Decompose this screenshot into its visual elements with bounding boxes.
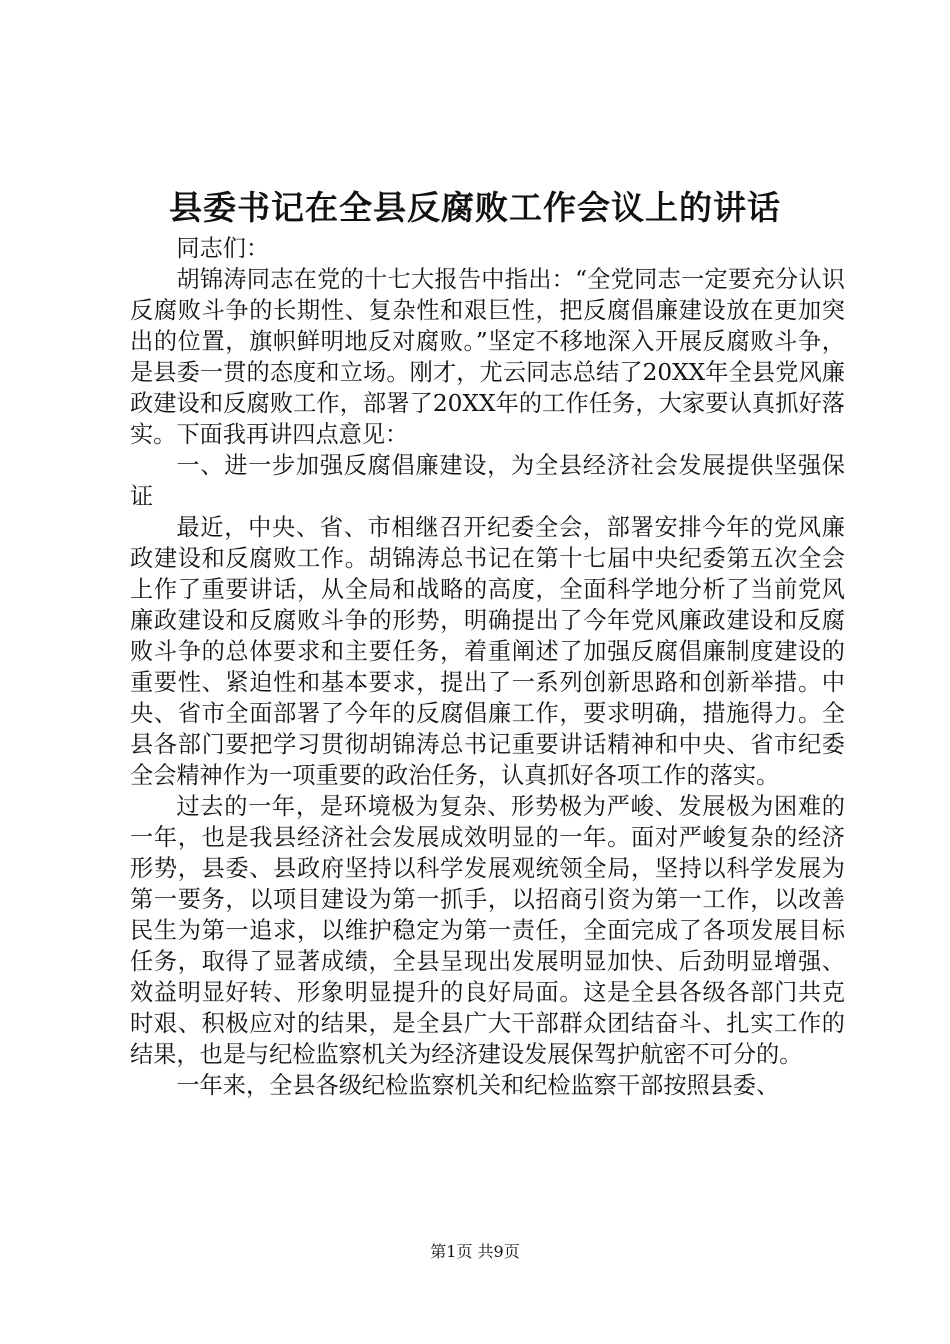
document-title: 县委书记在全县反腐败工作会议上的讲话 bbox=[169, 188, 781, 227]
intro-paragraph: 胡锦涛同志在党的十七大报告中指出：“全党同志一定要充分认识反腐败斗争的长期性、复杂性和艰巨性，把反腐倡廉建设放在更加突出的位置，旗帜鲜明地反对腐败。”坚定不移地深入开展反腐败斗争，是县委一贯的态度和立场。刚才，尤云同志总结了20XX年全县党风廉政建设和反腐败工作，部署了20XX年的工作任务，大家要认真抓好落实。下面我再讲四点意见： bbox=[130, 266, 845, 448]
body-paragraph: 最近，中央、省、市相继召开纪委全会，部署安排今年的党风廉政建设和反腐败工作。胡锦涛总书记在第十七届中央纪委第五次全会上作了重要讲话，从全局和战略的高度，全面科学地分析了当前党风廉政建设和反腐败斗争的形势，明确提出了今年党风廉政建设和反腐败斗争的总体要求和主要任务，着重阐述了加强反腐倡廉制度建设的重要性、紧迫性和基本要求，提出了一系列创新思路和创新举措。中央、省市全面部署了今年的反腐倡廉工作，要求明确，措施得力。全县各部门要把学习贯彻胡锦涛总书记重要讲话精神和中央、省市纪委全会精神作为一项重要的政治任务，认真抓好各项工作的落实。 bbox=[130, 514, 845, 789]
body-paragraph: 过去的一年，是环境极为复杂、形势极为严峻、发展极为困难的一年，也是我县经济社会发展成效明显的一年。面对严峻复杂的经济形势，县委、县政府坚持以科学发展观统领全局，坚持以科学发展为第一要务，以项目建设为第一抓手，以招商引资为第一工作，以改善民生为第一追求，以维护稳定为第一责任，全面完成了各项发展目标任务，取得了显著成绩，全县呈现出发展明显加快、后劲明显增强、效益明显好转、形象明显提升的良好局面。这是全县各级各部门共克时艰、积极应对的结果，是全县广大干部群众团结奋斗、扎实工作的结果，也是与纪检监察机关为经济建设发展保驾护航密不可分的。 bbox=[130, 793, 845, 1068]
body-paragraph: 一年来，全县各级纪检监察机关和纪检监察干部按照县委、 bbox=[176, 1072, 780, 1099]
document-body bbox=[130, 233, 845, 1101]
section-heading-1: 一、进一步加强反腐倡廉建设，为全县经济社会发展提供坚强保证 bbox=[130, 452, 845, 510]
page-footer: 第1页 共9页 bbox=[430, 1242, 520, 1261]
salutation-paragraph: 同志们： bbox=[176, 235, 270, 262]
